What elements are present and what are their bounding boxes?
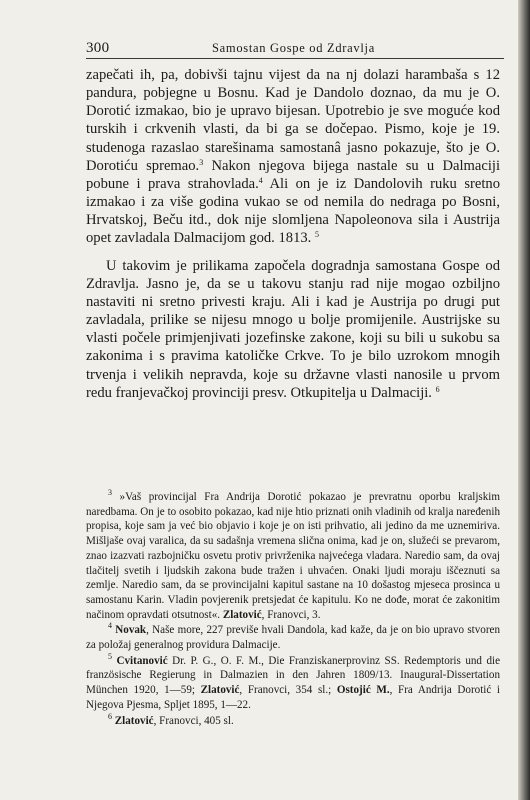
page-number: 300 — [86, 40, 110, 56]
footnote-citation: Dr. P. G., O. F. M., Die Franziskanerprovinz SS. Redemptoris und die französische Regierung in Dalmazien in den Jahren 1809/13. Inaugural-Dissertation München 1920, 1—59; — [86, 654, 500, 697]
footnote-author-3: Ostojić M. — [336, 684, 390, 697]
footnote-text: »Vaš provincijal Fra Andrija Dorotić pokazao je prevratnu oporbu kraljskim naredbama. On je to osobito pokazao, kad nije htio priznati onih vladinih od kralja naređenih propisa, koje sam ja već bio objavio i koje je on isti prihvatio, ali jedino da me uznemiriva. Mišljaše ovaj varalica, da su sadašnja vremena slična onima, kad je on, služeći se prevarom, znao izazvati razbojničku osvetu protiv privrženika najvećega vladara. Naredio sam, da ovaj tlačitelj svetih i ljudskih zakona bude tražen i uhvaćen. Onaki ljudi moraju iščeznuti sa zemlje. Naredio sam, da se provincijalni kapitul sastane na 10 došastog mjeseca prosinca u samostanu Karin. Vladin povjerenik pretsjedat će kapitulu. Ko ne dođe, morat će zakonitim načinom opravdati otsutnost«. — [86, 491, 500, 621]
footnote-4 — [86, 623, 500, 652]
footnote-author: Zlatović — [222, 608, 262, 621]
footnote-3 — [86, 490, 500, 622]
page-edge-shadow — [518, 0, 530, 800]
page-header — [86, 40, 504, 59]
body-text — [86, 66, 500, 402]
footnote-ref-5: 5 — [314, 230, 319, 240]
footnote-number: 4 — [108, 621, 112, 631]
paragraph-1-text-c: Ali on je iz Dandolovih ruku sretno izmakao i za više godina vukao se od nemila do nedraga po Bosni, Hrvatskoj, Beču itd., dok nije slomljena Napoleonova sila i Austrija opet zavladala Dalmacijom god. 1813. — [86, 175, 500, 247]
footnote-author: Cvitanović — [116, 654, 168, 667]
footnote-citation-3: , Fra Andrija Dorotić i Njegova Pjesma, Spljet 1895, 1—22. — [86, 684, 500, 711]
footnote-citation: , Franovci, 3. — [261, 608, 321, 621]
paragraph-1-text-b: Nakon njegova bijega nastale su u Dalmaciji pobune i prava strahovlada. — [86, 157, 500, 192]
paragraph-1-text-a: zapečati ih, pa, dobivši tajnu vijest da na nj dolazi harambaša s 12 pandura, pobjegne u Bosnu. Kad je Dandolo doznao, da mu je O. Dorotić izmakao, bio je upravo bijesan. Upotrebio je sve moguće kod turskih i crkvenih vlasti, da bi ga se dočepao. Pismo, koje je 19. studenoga razaslao starešinama samostanâ jasno pokazuje, što je O. Dorotiću spremao. — [86, 67, 500, 174]
footnote-author: Novak — [115, 624, 147, 637]
paragraph-2 — [86, 257, 500, 402]
footnote-author-2: Zlatović — [200, 684, 240, 697]
footnote-citation: , Franovci, 405 sl. — [153, 714, 234, 727]
footnotes — [86, 490, 500, 729]
footnote-number: 3 — [108, 488, 112, 497]
footnote-ref-6: 6 — [435, 384, 440, 394]
footnote-number: 5 — [108, 651, 112, 661]
footnote-ref-4: 4 — [258, 175, 263, 185]
footnote-citation-2: , Franovci, 354 sl.; — [239, 684, 337, 697]
footnote-5 — [86, 651, 500, 713]
footnote-number: 6 — [108, 711, 112, 721]
footnote-author: Zlatović — [114, 714, 154, 727]
paragraph-2-text: U takovim je prilikama započela dogradnja samostana Gospe od Zdravlja. Jasno je, da se u takovu stanju rad nije mogao ozbiljno nastaviti ni sretno privesti kraju. Ali i kad je Austrija po drugi put zavladala, prilike se nijesu mnogo u bolje promijenile. Austrijske su vlasti počele primjenjivati jozefinske zakone, koji su bili u sukobu sa zakonima i s pravima katoličke Crkve. To je bilo uzrokom mnogih trvenja i velikih nepravda, koje su državne vlasti nanosile u prvom redu franjevačkoj provinciji presv. Otkupitelja u Dalmaciji. — [86, 257, 500, 401]
paragraph-1 — [86, 66, 500, 248]
footnote-citation: , Naše more, 227 previše hvali Dandola, kad kaže, da je on bio upravo stvoren za položaj generalnog providura Dalmacije. — [86, 624, 500, 652]
footnote-ref-3: 3 — [199, 157, 204, 167]
running-head: Samostan Gospe od Zdravlja — [212, 41, 375, 55]
footnote-6 — [86, 711, 500, 729]
